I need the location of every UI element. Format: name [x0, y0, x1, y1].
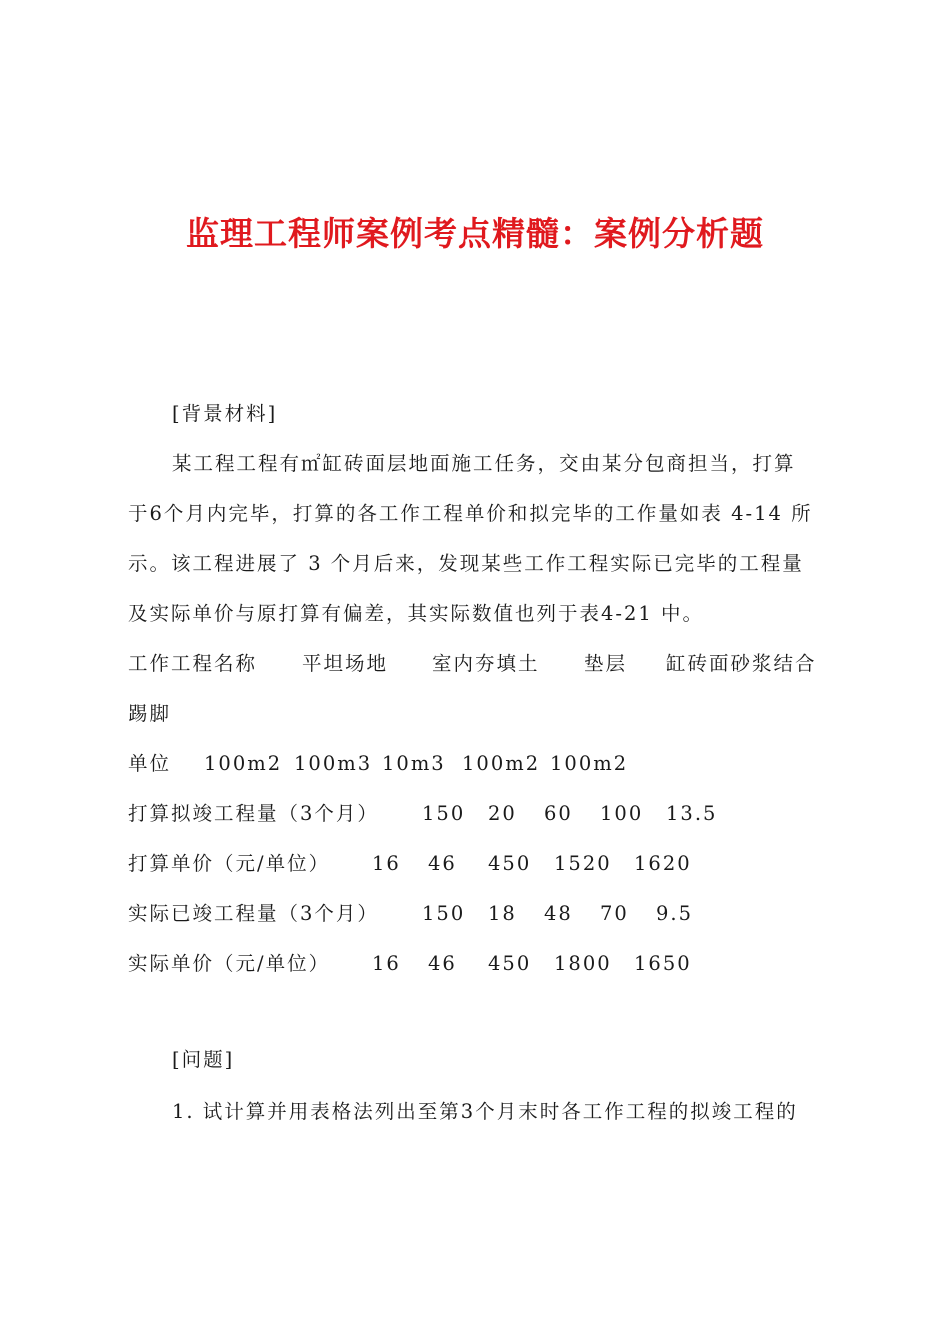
- table-header-cell: 缸砖面砂浆结合: [666, 652, 817, 675]
- paragraph-line-4: 及实际单价与原打算有偏差，其实际数值也列于表4-21 中。: [128, 602, 705, 625]
- table-cell: 16: [372, 852, 401, 875]
- table-row-label: 打算单价（元/单位）: [128, 852, 331, 875]
- table-cell: 1520: [554, 852, 612, 875]
- table-cell: 9.5: [656, 902, 694, 925]
- table-row-label: 实际单价（元/单位）: [128, 952, 331, 975]
- table-header-cell: 室内夯填土: [432, 652, 540, 675]
- table-row: [128, 901, 693, 927]
- table-cell: 150: [422, 902, 466, 925]
- table-cell: 46: [428, 852, 457, 875]
- table-cell: 13.5: [666, 802, 718, 825]
- table-row-label: 打算拟竣工程量（3个月）: [128, 802, 379, 825]
- background-heading: [背景材料]: [172, 402, 278, 425]
- table-cell: 100m2: [550, 752, 629, 775]
- table-cell: 100m2: [204, 752, 283, 775]
- table-cell: 450: [488, 952, 532, 975]
- table-cell: 16: [372, 952, 401, 975]
- table-row-label: 单位: [128, 752, 172, 775]
- table-cell: 1650: [634, 952, 692, 975]
- table-cell: 46: [428, 952, 457, 975]
- page-title: 监理工程师案例考点精髓：案例分析题: [186, 214, 764, 253]
- table-cell: 100: [600, 802, 644, 825]
- table-row: [128, 801, 717, 827]
- table-cell: 100m2: [462, 752, 541, 775]
- table-header-row: [128, 651, 817, 677]
- paragraph-line-2: 于6个月内完毕，打算的各工作工程单价和拟完毕的工作量如表 4-14 所: [128, 502, 813, 525]
- table-row: [128, 951, 692, 977]
- table-cell: 450: [488, 852, 532, 875]
- paragraph-line-1: 某工程工程有㎡缸砖面层地面施工任务，交由某分包商担当，打算: [172, 452, 796, 475]
- table-cell: 100m3: [294, 752, 373, 775]
- table-row: [128, 851, 692, 877]
- table-cell: 1800: [554, 952, 612, 975]
- table-cell: 10m3: [382, 752, 446, 775]
- table-header-cell: 工作工程名称: [128, 652, 258, 675]
- table-header-cell: 垫层: [584, 652, 628, 675]
- paragraph-line-3: 示。该工程进展了 3 个月后来，发现某些工作工程实际已完毕的工程量: [128, 552, 804, 575]
- table-cell: 70: [600, 902, 629, 925]
- table-row-label: 实际已竣工程量（3个月）: [128, 902, 379, 925]
- table-cell: 1620: [634, 852, 692, 875]
- table-cell: 150: [422, 802, 466, 825]
- table-row: [128, 751, 628, 777]
- question-1: 1. 试计算并用表格法列出至第3个月末时各工作工程的拟竣工程的: [172, 1100, 798, 1123]
- table-header-wrap: 踢脚: [128, 702, 172, 725]
- table-cell: 20: [488, 802, 517, 825]
- table-cell: 18: [488, 902, 517, 925]
- table-cell: 48: [544, 902, 573, 925]
- table-cell: 60: [544, 802, 573, 825]
- question-heading: [问题]: [172, 1048, 235, 1071]
- table-header-cell: 平坦场地: [302, 652, 389, 675]
